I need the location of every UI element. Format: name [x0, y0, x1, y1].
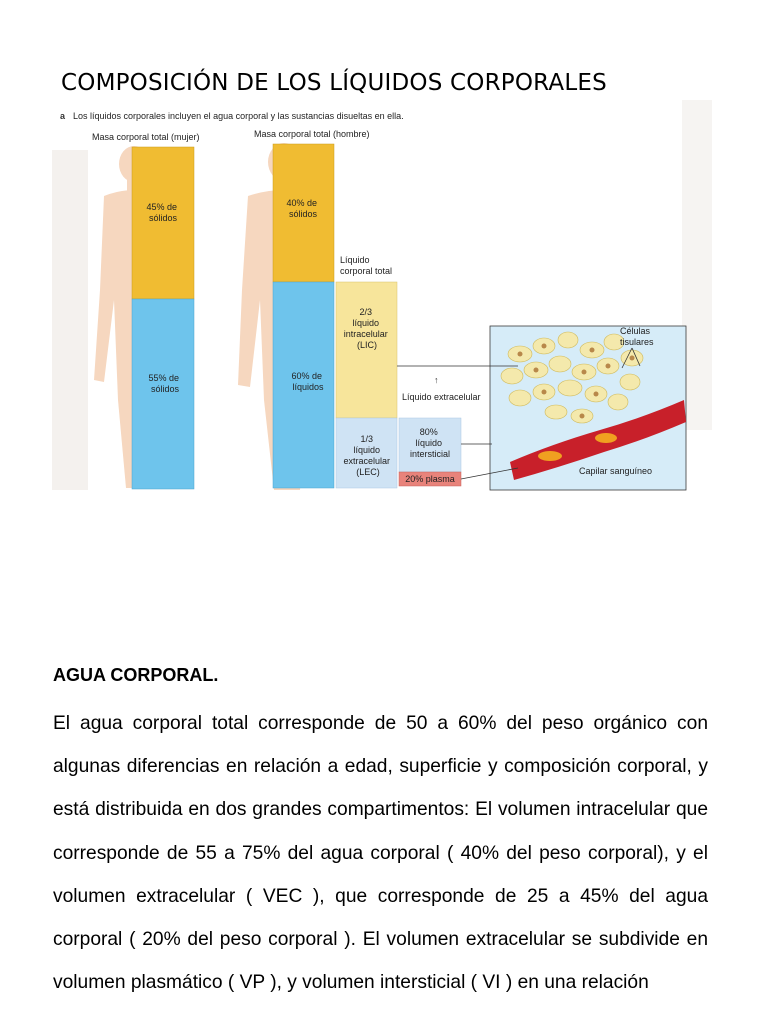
total-liquid-label: Líquido corporal total [340, 255, 393, 276]
male-solids-label: 40% de sólidos [286, 198, 318, 219]
bleed-right [682, 100, 712, 430]
body-paragraph: El agua corporal total corresponde de 50 a 60% del peso orgánico con algunas diferencias en relación a edad, superficie y composición corporal, y está distribuida en dos grandes compartimentos: El volumen intracelular que corresponde de 55 a 75% del agua corporal ( 40% del peso corporal), y el volumen extracelular ( VEC ), que corresponde de 25 a 45% del agua corporal ( 20% del peso corporal ). El volumen extracelular se subdivide en volumen plasmático ( VP ), y volumen intersticial ( VI ) en una relación [53, 713, 708, 994]
female-water-label: 55% de sólidos [148, 373, 180, 394]
arrow-icon: ↑ [434, 375, 439, 385]
ecf-label: Líquido extracelular [402, 392, 481, 402]
female-header: Masa corporal total (mujer) [92, 132, 200, 142]
female-solids-bar [132, 147, 194, 299]
red-cell-1 [538, 451, 562, 461]
male-header: Masa corporal total (hombre) [254, 129, 370, 139]
figure-caption: Los líquidos corporales incluyen el agua corporal y las sustancias disueltas en ella. [73, 111, 404, 121]
bleed-left [52, 150, 88, 490]
interstitial-label: 80% líquido intersticial [409, 427, 451, 459]
body-fluids-diagram [52, 100, 712, 500]
male-liquids-label: 60% de líquidos [291, 371, 324, 392]
page-title: COMPOSICIÓN DE LOS LÍQUIDOS CORPORALES [61, 70, 607, 96]
lic-label: 2/3 líquido intracelular (LIC) [343, 307, 388, 350]
caption-letter: a [60, 111, 66, 121]
section-heading: AGUA CORPORAL. [53, 665, 219, 685]
female-solids-label: 45% de sólidos [146, 202, 178, 223]
female-water-bar [132, 299, 194, 489]
plasma-label: 20% plasma [405, 474, 455, 484]
capillary-label: Capilar sanguíneo [579, 466, 653, 476]
cells-label: Células tisulares [620, 326, 654, 347]
red-cell-2 [595, 433, 617, 443]
lic-bar [336, 282, 397, 418]
body-fluids-figure [52, 100, 712, 500]
lec-label: 1/3 líquido extracelular (LEC) [343, 434, 391, 477]
